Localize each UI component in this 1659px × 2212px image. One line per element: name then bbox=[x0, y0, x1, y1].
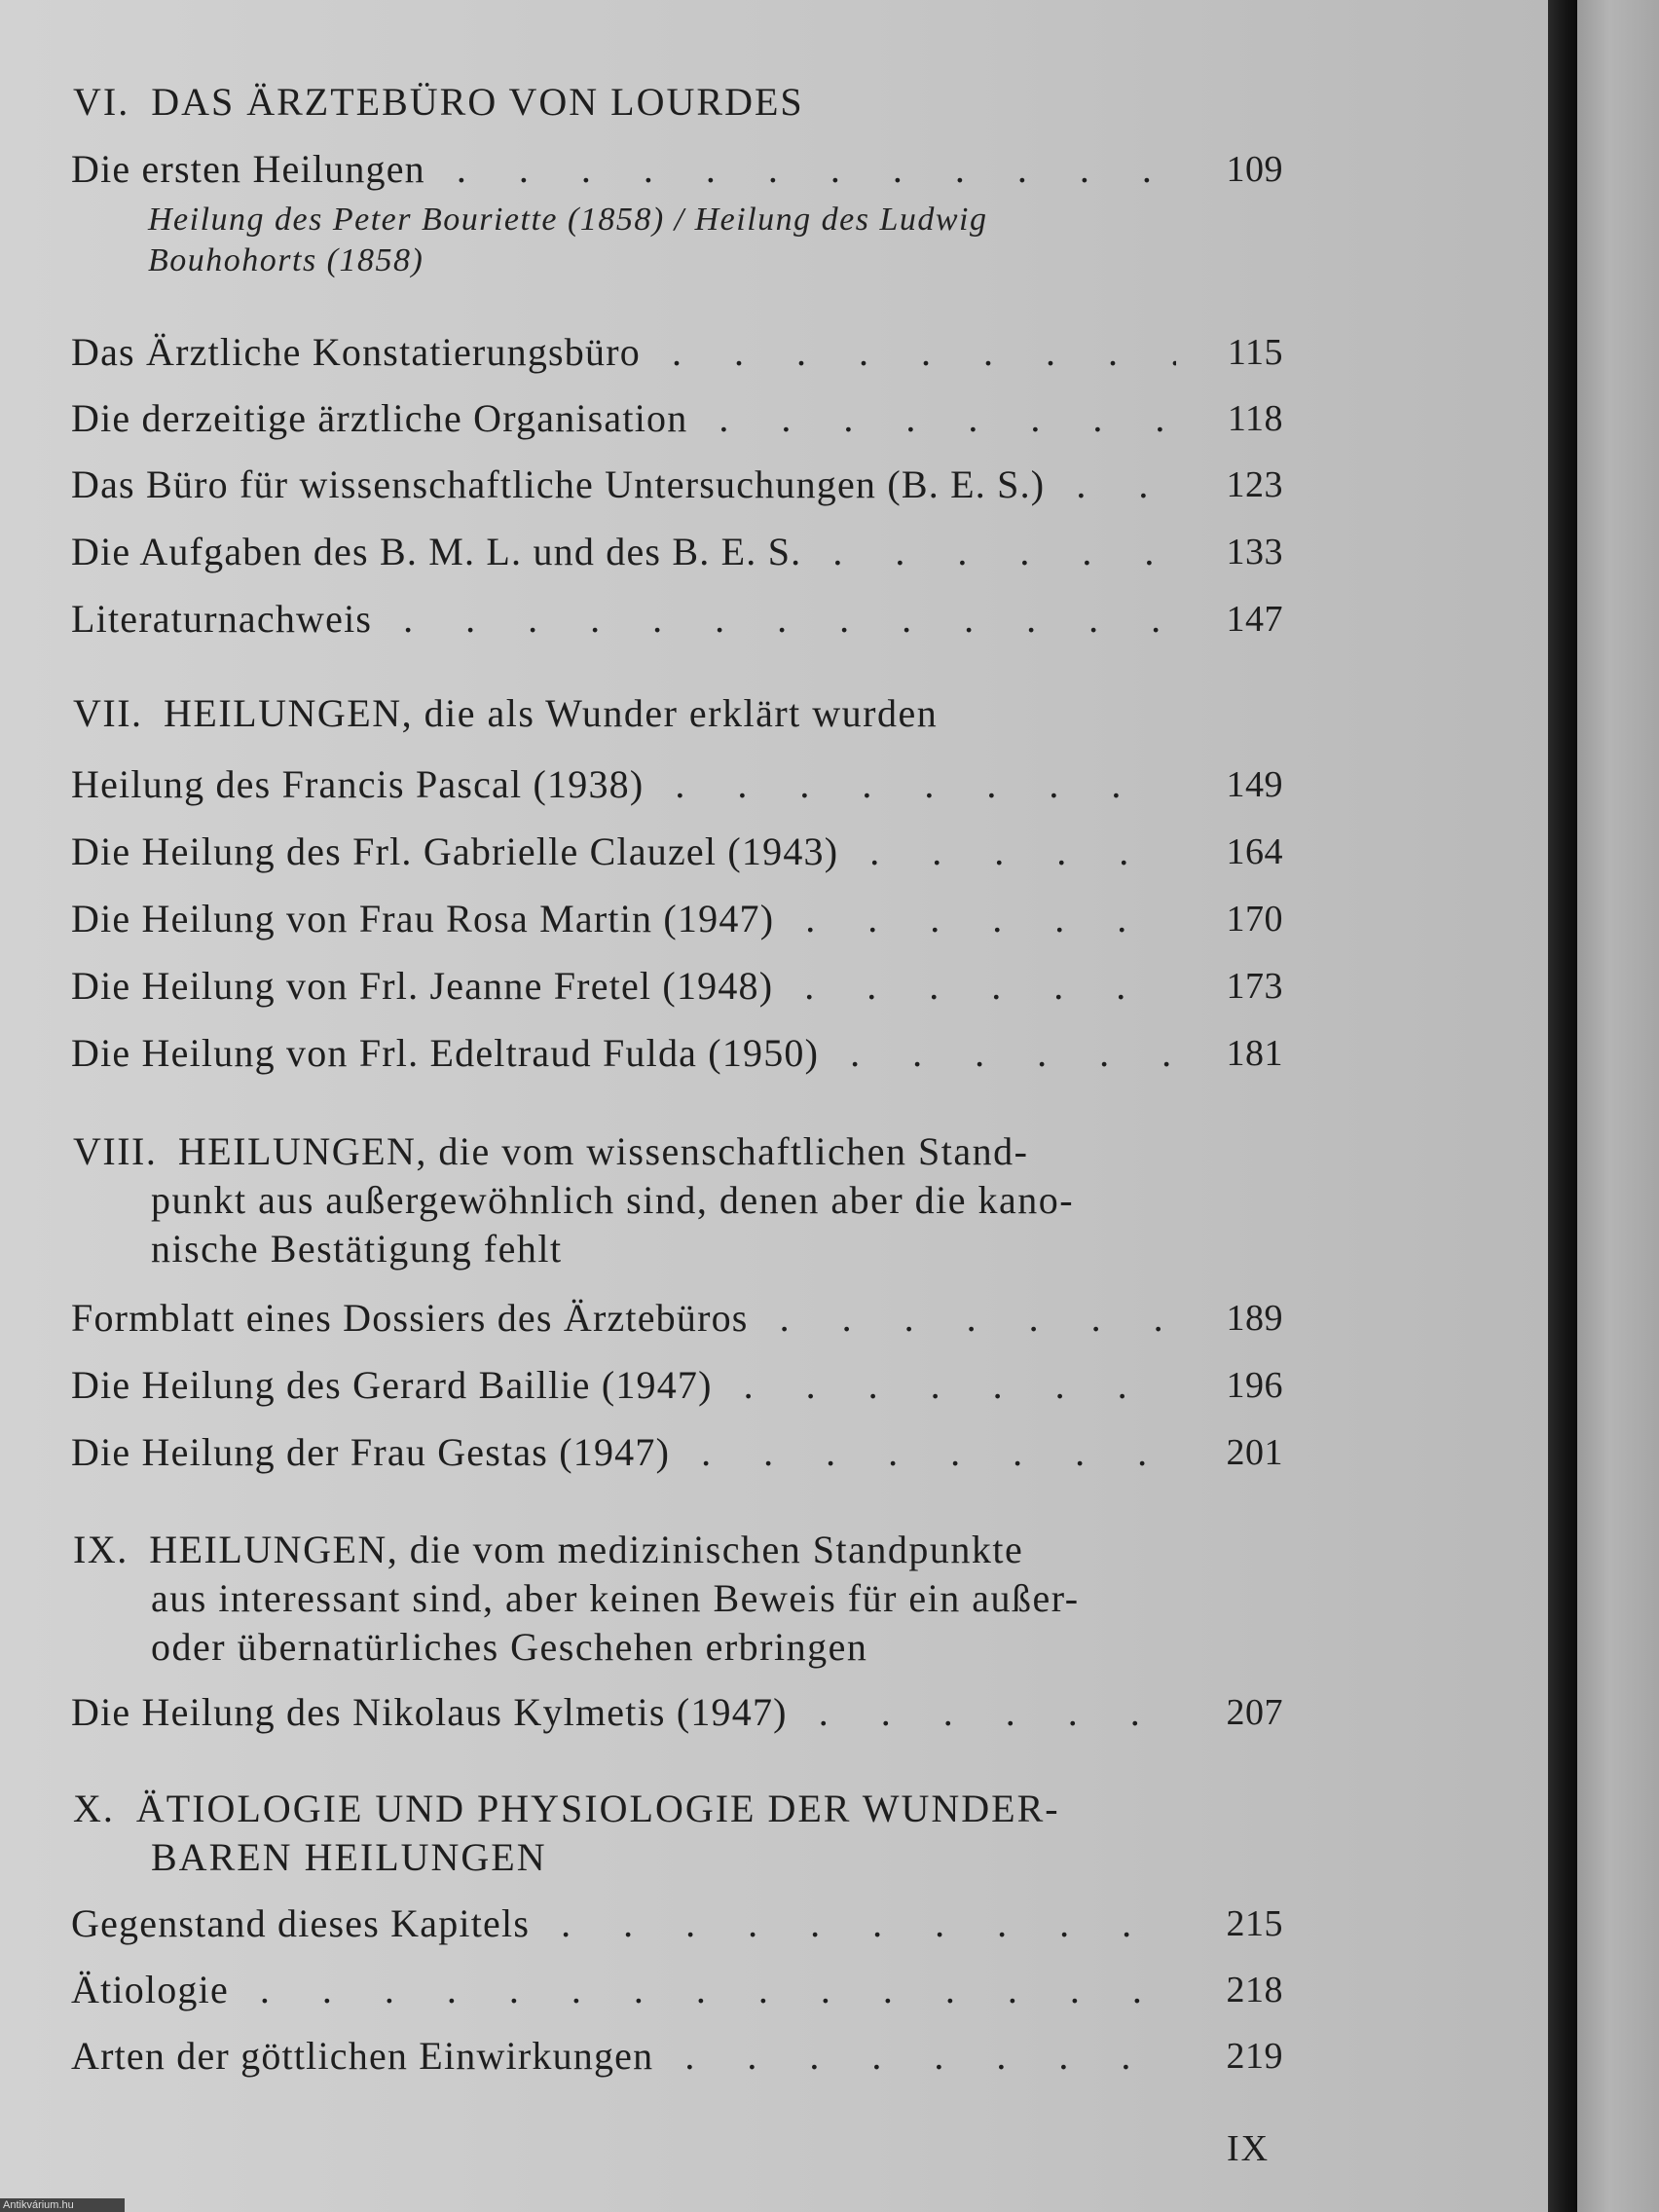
section-heading-x bbox=[73, 1785, 1183, 1882]
section-heading-vii bbox=[73, 689, 1183, 738]
section-number: X. bbox=[73, 1787, 115, 1830]
toc-entry[interactable] bbox=[71, 327, 1283, 378]
entry-subtitle: Bouhohorts (1858) bbox=[148, 242, 424, 278]
toc-entry[interactable] bbox=[71, 460, 1283, 510]
entry-page: 173 bbox=[1226, 966, 1283, 1007]
entry-title: Literaturnachweis . . . bbox=[71, 594, 1176, 645]
section-title-line: HEILUNGEN, die vom medizinischen Standpunkte bbox=[149, 1528, 1024, 1571]
section-number: VII. bbox=[73, 691, 143, 735]
entry-page: 196 bbox=[1226, 1365, 1283, 1406]
toc-entry[interactable] bbox=[71, 759, 1283, 810]
toc-entry[interactable] bbox=[71, 594, 1283, 645]
entry-title: Die derzeitige ärztliche Organisation . . . bbox=[71, 393, 1176, 444]
toc-entry[interactable] bbox=[71, 2031, 1283, 2082]
entry-title: Formblatt eines Dossiers des Ärztebüros . . . bbox=[71, 1293, 1176, 1344]
section-number: IX. bbox=[73, 1528, 129, 1571]
entry-page: 170 bbox=[1226, 899, 1283, 940]
section-number: VI. bbox=[73, 80, 130, 124]
entry-page: 219 bbox=[1226, 2036, 1283, 2077]
entry-title: Ätiologie . . . bbox=[71, 1965, 1176, 2015]
entry-page: 181 bbox=[1226, 1033, 1283, 1074]
entry-page: 118 bbox=[1227, 398, 1283, 439]
section-title-line: ÄTIOLOGIE UND PHYSIOLOGIE DER WUNDER- bbox=[135, 1787, 1060, 1830]
toc-entry[interactable] bbox=[71, 144, 1283, 195]
entry-page: 189 bbox=[1226, 1298, 1283, 1339]
entry-title: Die ersten Heilungen . . . bbox=[71, 144, 1176, 195]
toc-entry[interactable] bbox=[71, 1293, 1283, 1344]
toc-entry[interactable] bbox=[71, 1687, 1283, 1738]
entry-title: Die Heilung des Gerard Baillie (1947) . . . bbox=[71, 1360, 1176, 1411]
entry-title: Die Heilung des Nikolaus Kylmetis (1947) . . . bbox=[71, 1687, 1176, 1738]
section-title-line: aus interessant sind, aber keinen Beweis für ein außer- bbox=[151, 1576, 1080, 1620]
entry-page: 164 bbox=[1226, 831, 1283, 872]
section-title-line: punkt aus außergewöhnlich sind, denen aber die kano- bbox=[151, 1178, 1075, 1222]
toc-entry[interactable] bbox=[71, 1028, 1283, 1079]
entry-title: Die Heilung der Frau Gestas (1947) . . . bbox=[71, 1427, 1176, 1478]
toc-entry[interactable] bbox=[71, 1965, 1283, 2015]
entry-page: 147 bbox=[1226, 599, 1283, 640]
entry-title: Die Aufgaben des B. M. L. und des B. E. S. . . . bbox=[71, 527, 1176, 577]
section-title-line: oder übernatürliches Geschehen erbringen bbox=[151, 1625, 868, 1669]
page-number: IX bbox=[1227, 2128, 1271, 2169]
section-title-line: BAREN HEILUNGEN bbox=[151, 1835, 547, 1879]
section-title-line: nische Bestätigung fehlt bbox=[151, 1227, 563, 1271]
entry-page: 215 bbox=[1226, 1903, 1283, 1944]
entry-page: 109 bbox=[1226, 149, 1283, 190]
entry-title: Die Heilung von Frau Rosa Martin (1947) . . . bbox=[71, 894, 1176, 944]
entry-page: 115 bbox=[1227, 332, 1283, 373]
entry-title: Das Büro für wissenschaftliche Untersuchungen (B. E. S.) . . . bbox=[71, 460, 1176, 510]
watermark: Antikvárium.hu bbox=[0, 2198, 125, 2212]
entry-title: Die Heilung von Frl. Edeltraud Fulda (1950) . . . bbox=[71, 1028, 1176, 1079]
entry-subtitle: Heilung des Peter Bouriette (1858) / Heilung des Ludwig bbox=[148, 202, 988, 238]
section-title: DAS ÄRZTEBÜRO VON LOURDES bbox=[151, 80, 804, 124]
section-heading-viii bbox=[73, 1127, 1183, 1273]
entry-title: Gegenstand dieses Kapitels . . . bbox=[71, 1899, 1176, 1949]
entry-title: Das Ärztliche Konstatierungsbüro . . . bbox=[71, 327, 1176, 378]
book-spine bbox=[1548, 0, 1577, 2212]
toc-entry[interactable] bbox=[71, 961, 1283, 1012]
toc-entry[interactable] bbox=[71, 1360, 1283, 1411]
entry-title: Heilung des Francis Pascal (1938) . . . bbox=[71, 759, 1176, 810]
toc-entry[interactable] bbox=[71, 393, 1283, 444]
toc-entry[interactable] bbox=[71, 527, 1283, 577]
adjacent-page bbox=[1577, 0, 1659, 2212]
entry-page: 149 bbox=[1226, 764, 1283, 805]
entry-title: Die Heilung des Frl. Gabrielle Clauzel (1943) . . . bbox=[71, 827, 1176, 877]
entry-title: Die Heilung von Frl. Jeanne Fretel (1948) . . . bbox=[71, 961, 1176, 1012]
toc-entry[interactable] bbox=[71, 1427, 1283, 1478]
entry-page: 207 bbox=[1226, 1692, 1283, 1733]
entry-page: 123 bbox=[1226, 464, 1283, 505]
section-number: VIII. bbox=[73, 1129, 158, 1173]
toc-entry[interactable] bbox=[71, 827, 1283, 877]
section-heading-vi bbox=[73, 78, 1183, 127]
entry-title: Arten der göttlichen Einwirkungen . . . bbox=[71, 2031, 1176, 2082]
entry-page: 133 bbox=[1226, 532, 1283, 572]
toc-entry[interactable] bbox=[71, 894, 1283, 944]
section-heading-ix bbox=[73, 1526, 1183, 1672]
entry-page: 201 bbox=[1226, 1432, 1283, 1473]
section-title: HEILUNGEN, die als Wunder erklärt wurden bbox=[164, 691, 939, 735]
section-title-line: HEILUNGEN, die vom wissenschaftlichen Stand- bbox=[177, 1129, 1029, 1173]
toc-entry[interactable] bbox=[71, 1899, 1283, 1949]
entry-page: 218 bbox=[1226, 1970, 1283, 2010]
